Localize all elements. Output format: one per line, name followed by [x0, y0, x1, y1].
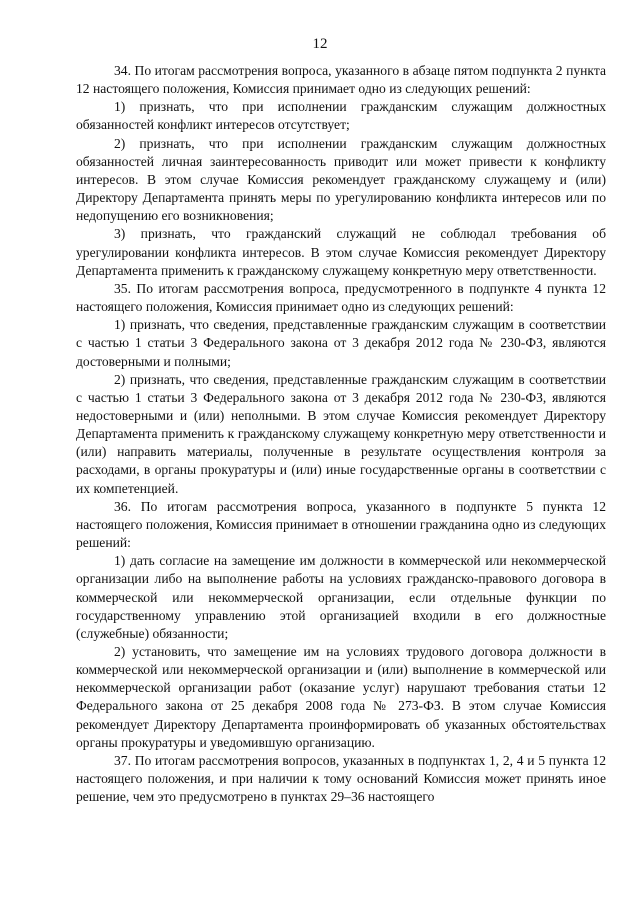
paragraph-34-item-1: 1) признать, что при исполнении гражданским служащим должностных обязанностей конфликт интересов отсутствует; — [76, 99, 606, 133]
paragraph-35-item-1: 1) признать, что сведения, представленные гражданским служащим в соответствии с частью 1 статьи 3 Федерального закона от 3 декабря 2012 года № 230-ФЗ, являются достоверными и полными; — [76, 317, 606, 369]
paragraph-34-item-3: 3) признать, что гражданский служащий не соблюдал требования об урегулировании конфликта интересов. В этом случае Комиссия рекомендует Директору Департамента применить к гражданскому служащему конкретную меру ответственности. — [76, 226, 606, 278]
document-body — [76, 62, 606, 806]
paragraph-35-item-2: 2) признать, что сведения, представленные гражданским служащим в соответствии с частью 1 статьи 3 Федерального закона от 3 декабря 2012 года № 230-ФЗ, являются недостоверными и (или) неполными. В этом случае Комиссия рекомендует Директору Департамента применить к гражданскому служащему конкретную меру ответственности и (или) направить материалы, полученные в результате осуществления контроля за расходами, в органы прокуратуры и (или) иные государственные органы в соответствии с их компетенцией. — [76, 371, 606, 496]
paragraph-36-item-2: 2) установить, что замещение им на условиях трудового договора должности в коммерческой или некоммерческой организации и (или) выполнение в коммерческой или некоммерческой организации работ (оказание услуг) нарушают требования статьи 12 Федерального закона от 25 декабря 2008 года № 273-ФЗ. В этом случае Комиссия рекомендует Директору Департамента проинформировать об указанных обстоятельствах органы прокуратуры и уведомившую организацию. — [76, 644, 606, 750]
paragraph-36-item-1: 1) дать согласие на замещение им должности в коммерческой или некоммерческой организации либо на выполнение работы на условиях гражданско-правового договора в коммерческой или некоммерческой организации, если отдельные функции по государственному управлению этой организацией входили в его должностные (служебные) обязанности; — [76, 553, 606, 641]
paragraph-34-item-2: 2) признать, что при исполнении гражданским служащим должностных обязанностей личная заинтересованность приводит или может привести к конфликту интересов. В этом случае Комиссия рекомендует гражданскому служащему и (или) Директору Департамента принять меры по урегулированию конфликта интересов или по недопущению его возникновения; — [76, 135, 606, 224]
paragraph-36: 36. По итогам рассмотрения вопроса, указанного в подпункте 5 пункта 12 настоящего положения, Комиссия принимает в отношении гражданина одно из следующих решений: — [76, 498, 606, 551]
paragraph-37: 37. По итогам рассмотрения вопросов, указанных в подпунктах 1, 2, 4 и 5 пункта 12 настоящего положения, и при наличии к тому оснований Комиссия может принять иное решение, чем это предусмотрено в пунктах 29–36 настоящего — [76, 752, 606, 805]
page-number: 12 — [312, 36, 328, 52]
paragraph-35: 35. По итогам рассмотрения вопроса, предусмотренного в подпункте 4 пункта 12 настоящего положения, Комиссия принимает одно из следующих решений: — [76, 280, 606, 315]
paragraph-34: 34. По итогам рассмотрения вопроса, указанного в абзаце пятом подпункта 2 пункта 12 настоящего положения, Комиссия принимает одно из следующих решений: — [76, 63, 606, 97]
